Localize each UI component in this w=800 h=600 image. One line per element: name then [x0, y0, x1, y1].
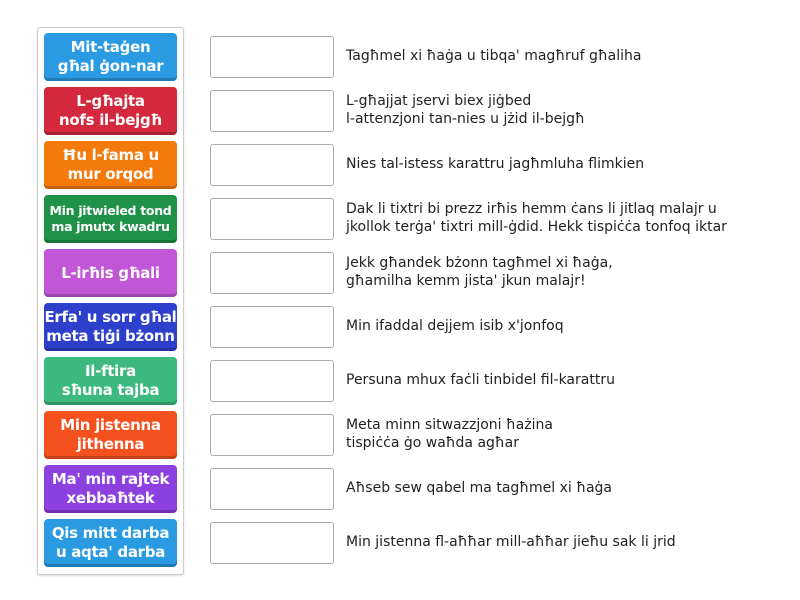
- draggable-tile[interactable]: Min jistenna jithenna: [44, 411, 177, 459]
- match-description: Min ifaddal dejjem isib x'jonfoq: [346, 318, 564, 334]
- drop-slot[interactable]: [210, 360, 334, 402]
- match-description: Tagħmel xi ħaġa u tibqa' magħruf għaliha: [346, 48, 642, 64]
- draggable-tile[interactable]: L-għajta nofs il-bejgħ: [44, 87, 177, 135]
- drop-slot[interactable]: [210, 306, 334, 348]
- drop-slot[interactable]: [210, 252, 334, 294]
- drop-slot[interactable]: [210, 144, 334, 186]
- match-description: Nies tal-istess karattru jagħmluha flimkien: [346, 156, 645, 172]
- tile-bank: [37, 27, 184, 575]
- match-description: Min jistenna fl-aħħar mill-aħħar jieħu sak li jrid: [346, 534, 676, 550]
- draggable-tile[interactable]: Ma' min rajtek xebbaħtek: [44, 465, 177, 513]
- drop-slot[interactable]: [210, 414, 334, 456]
- match-description: Aħseb sew qabel ma tagħmel xi ħaġa: [346, 480, 612, 496]
- drop-slot[interactable]: [210, 90, 334, 132]
- match-description: Jekk għandek bżonn tagħmel xi ħaġa, għamilha kemm jista' jkun malajr!: [346, 255, 613, 289]
- draggable-tile[interactable]: L-irħis għali: [44, 249, 177, 297]
- draggable-tile[interactable]: Qis mitt darba u aqta' darba: [44, 519, 177, 567]
- match-description: Meta minn sitwazzjoni ħażina tispiċċa ġo waħda agħar: [346, 417, 553, 451]
- drop-slot[interactable]: [210, 36, 334, 78]
- match-description: Persuna mhux faċli tinbidel fil-karattru: [346, 372, 615, 388]
- drop-slot[interactable]: [210, 198, 334, 240]
- draggable-tile[interactable]: Erfa' u sorr għal meta tiġi bżonn: [44, 303, 177, 351]
- drop-slot[interactable]: [210, 522, 334, 564]
- draggable-tile[interactable]: Mit-taġen għal ġon-nar: [44, 33, 177, 81]
- match-description: L-għajjat jservi biex jiġbed l-attenzjoni tan-nies u jżid il-bejgħ: [346, 93, 585, 127]
- draggable-tile[interactable]: Min jitwieled tond ma jmutx kwadru: [44, 195, 177, 243]
- match-description: Dak li tixtri bi prezz irħis hemm ċans li jitlaq malajr u jkollok terġa' tixtri mill-ġdid. Hekk tispiċċa tonfoq iktar: [346, 201, 727, 235]
- draggable-tile[interactable]: Ħu l-fama u mur orqod: [44, 141, 177, 189]
- draggable-tile[interactable]: Il-ftira sħuna tajba: [44, 357, 177, 405]
- drop-slot[interactable]: [210, 468, 334, 510]
